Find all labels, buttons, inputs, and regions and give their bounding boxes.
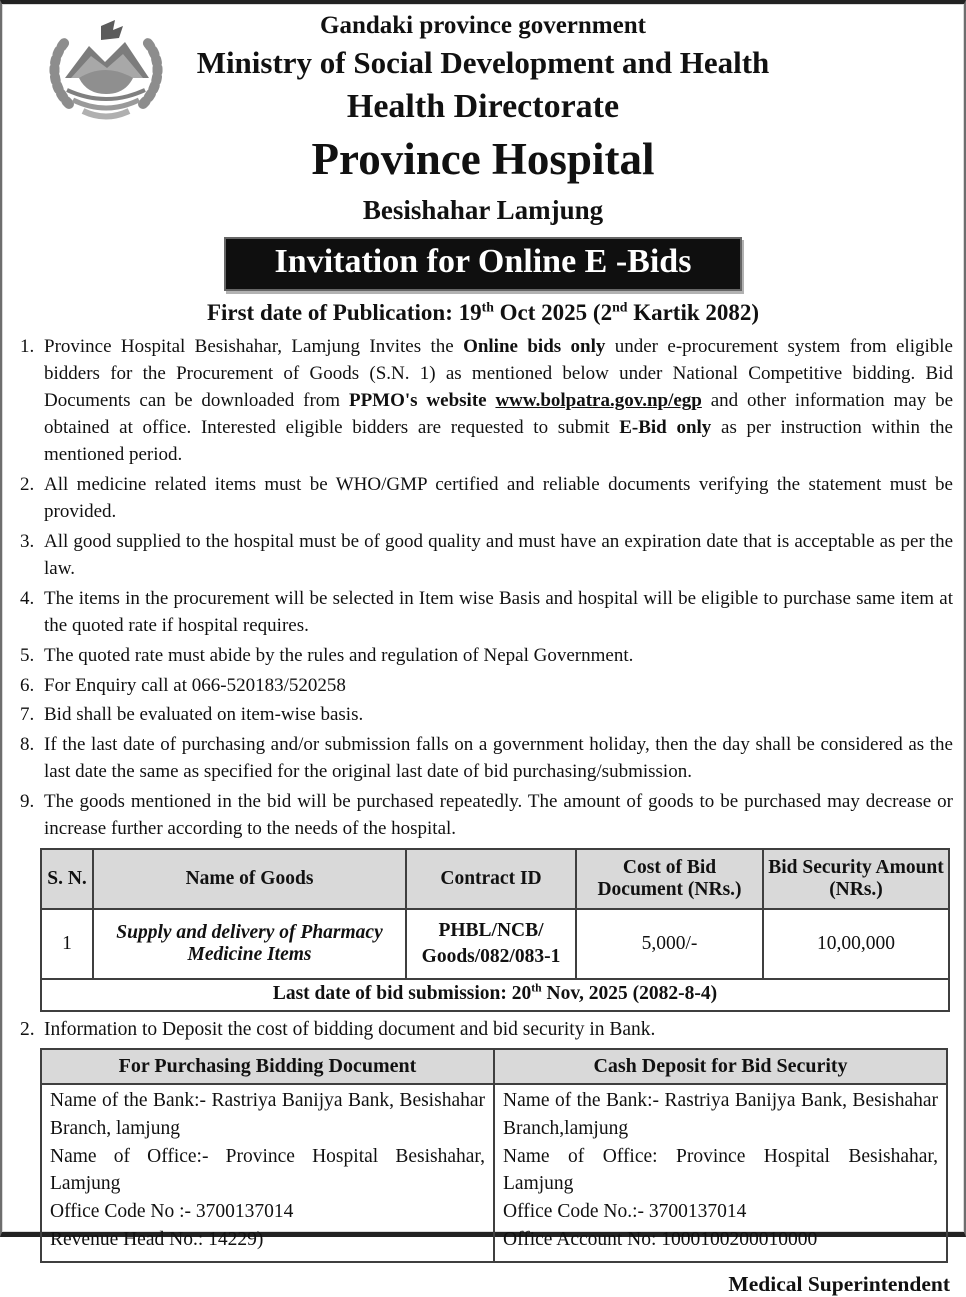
notice-item (12, 529, 954, 583)
notice-item-text: All medicine related items must be WHO/GMP certified and reliable documents verifying the statement must be provided. (44, 473, 953, 522)
bank-deposit-lines (503, 1087, 938, 1253)
banner-row (12, 237, 954, 291)
notice-item-text: If the last date of purchasing and/or submission falls on a government holiday, then the day shall be considered as the last date the same as specified for the original last date of bid purchasing/submission. (44, 734, 953, 783)
notice-item-number: 9. (20, 791, 35, 813)
bank-detail-line: Office Code No.:- 3700137014 (503, 1201, 747, 1223)
goods-cell-cost: 5,000/- (576, 909, 763, 979)
bank-detail-line: Name of the Bank:- Rastriya Banijya Bank, Besishahar Branch, lamjung (50, 1090, 485, 1139)
notice-item-text: Province Hospital Besishahar, Lamjung Invites the Online bids only under e-procurement system from eligible bidders for the Procurement of Goods (S.N. 1) as mentioned below under National Competitive bidding. Bid Documents can be downloaded from PPMO's website www.bolpatra.gov.np/egp and other information may be obtained at office. Interested eligible bidders are requested to submit E-Bid only as per instruction within the mentioned period. (44, 335, 953, 465)
goods-table-footer-row (41, 979, 949, 1011)
notice-item-number: 2. (20, 473, 35, 495)
publication-date: First date of Publication: 19th Oct 2025 (2nd Kartik 2082) (206, 299, 760, 325)
notice-item (12, 673, 954, 700)
contract-id-line-1: PHBL/NCB/ (438, 920, 544, 941)
goods-header-security: Bid Security Amount (NRs.) (763, 849, 949, 909)
goods-header-contract: Contract ID (406, 849, 576, 909)
goods-table-row (41, 909, 949, 979)
bank-detail-line: Office Account No: 1000100200010000 (503, 1228, 818, 1250)
bank-detail-line: Name of Office:- Province Hospital Besishahar, Lamjung (50, 1145, 485, 1195)
notice-item-text: All good supplied to the hospital must be of good quality and must have an expiration date that is acceptable as per the law. (44, 530, 953, 579)
bank-table-body-row (41, 1084, 947, 1262)
goods-header-name: Name of Goods (93, 849, 406, 909)
goods-table (40, 848, 950, 1012)
notice-item (12, 586, 954, 640)
bank-section-heading (12, 1019, 954, 1041)
notice-item-text: The items in the procurement will be selected in Item wise Basis and hospital will be eligible to purchase same item at the quoted rate if hospital requires. (44, 587, 953, 636)
goods-cell-security: 10,00,000 (763, 909, 949, 979)
notice-item (12, 789, 954, 843)
bank-detail-line: Revenue Head No.: 14229) (50, 1228, 264, 1250)
notice-item-number: 5. (20, 644, 35, 666)
goods-header-sn: S. N. (41, 849, 93, 909)
notice-item-number: 1. (20, 335, 35, 357)
bank-table (40, 1048, 948, 1263)
document-header (12, 12, 954, 227)
bank-header-deposit: Cash Deposit for Bid Security (494, 1049, 947, 1084)
bank-purchasing-lines (50, 1087, 485, 1253)
notice-item-number: 6. (20, 674, 35, 696)
contract-id-line-2: Goods/082/083-1 (421, 946, 561, 968)
bank-section-text: Information to Deposit the cost of bidding document and bid security in Bank. (44, 1019, 656, 1041)
goods-cell-sn: 1 (41, 909, 93, 979)
notice-item-number: 3. (20, 530, 35, 552)
directorate-title: Health Directorate (346, 87, 620, 125)
notice-item-text: The quoted rate must abide by the rules and regulation of Nepal Government. (44, 644, 634, 666)
ministry-title: Ministry of Social Development and Health (196, 44, 770, 80)
notice-item-text: Bid shall be evaluated on item-wise basis. (44, 704, 364, 726)
notice-item (12, 472, 954, 526)
bank-deposit-cell (494, 1084, 947, 1262)
signature-title: Medical Superintendent (728, 1272, 950, 1297)
notice-item (12, 643, 954, 670)
notice-item-number: 4. (20, 587, 35, 609)
bank-header-purchasing: For Purchasing Bidding Document (41, 1049, 494, 1084)
bank-purchasing-cell (41, 1084, 494, 1262)
notice-item-number: 7. (20, 704, 35, 726)
invitation-banner: Invitation for Online E -Bids (224, 237, 742, 291)
notice-item-text: For Enquiry call at 066-520183/520258 (44, 674, 346, 696)
bank-section-number: 2. (20, 1019, 35, 1041)
government-title: Gandaki province government (320, 12, 646, 39)
goods-cell-name: Supply and delivery of Pharmacy Medicine Items (93, 909, 406, 979)
last-date-of-submission: Last date of bid submission: 20th Nov, 2025 (2082-8-4) (41, 979, 949, 1011)
notice-item-text: The goods mentioned in the bid will be purchased repeatedly. The amount of goods to be purchased may decrease or increase further according to the needs of the hospital. (44, 791, 953, 840)
nepal-government-emblem-icon (30, 16, 182, 128)
bank-detail-line: Name of the Bank:- Rastriya Banijya Bank, Besishahar Branch,lamjung (503, 1090, 938, 1139)
bank-detail-line: Office Code No :- 3700137014 (50, 1201, 294, 1223)
notice-item (12, 334, 954, 469)
goods-table-header-row (41, 849, 949, 909)
notice-item-number: 8. (20, 734, 35, 756)
bank-table-header-row (41, 1049, 947, 1084)
goods-cell-contract (406, 909, 576, 979)
hospital-title: Province Hospital (311, 133, 655, 184)
notice-item (12, 702, 954, 729)
notice-list (12, 334, 954, 843)
notice-item (12, 732, 954, 786)
bank-detail-line: Name of Office: Province Hospital Besishahar, Lamjung (503, 1145, 938, 1195)
hospital-location: Besishahar Lamjung (362, 195, 604, 226)
goods-header-cost: Cost of Bid Document (NRs.) (576, 849, 763, 909)
